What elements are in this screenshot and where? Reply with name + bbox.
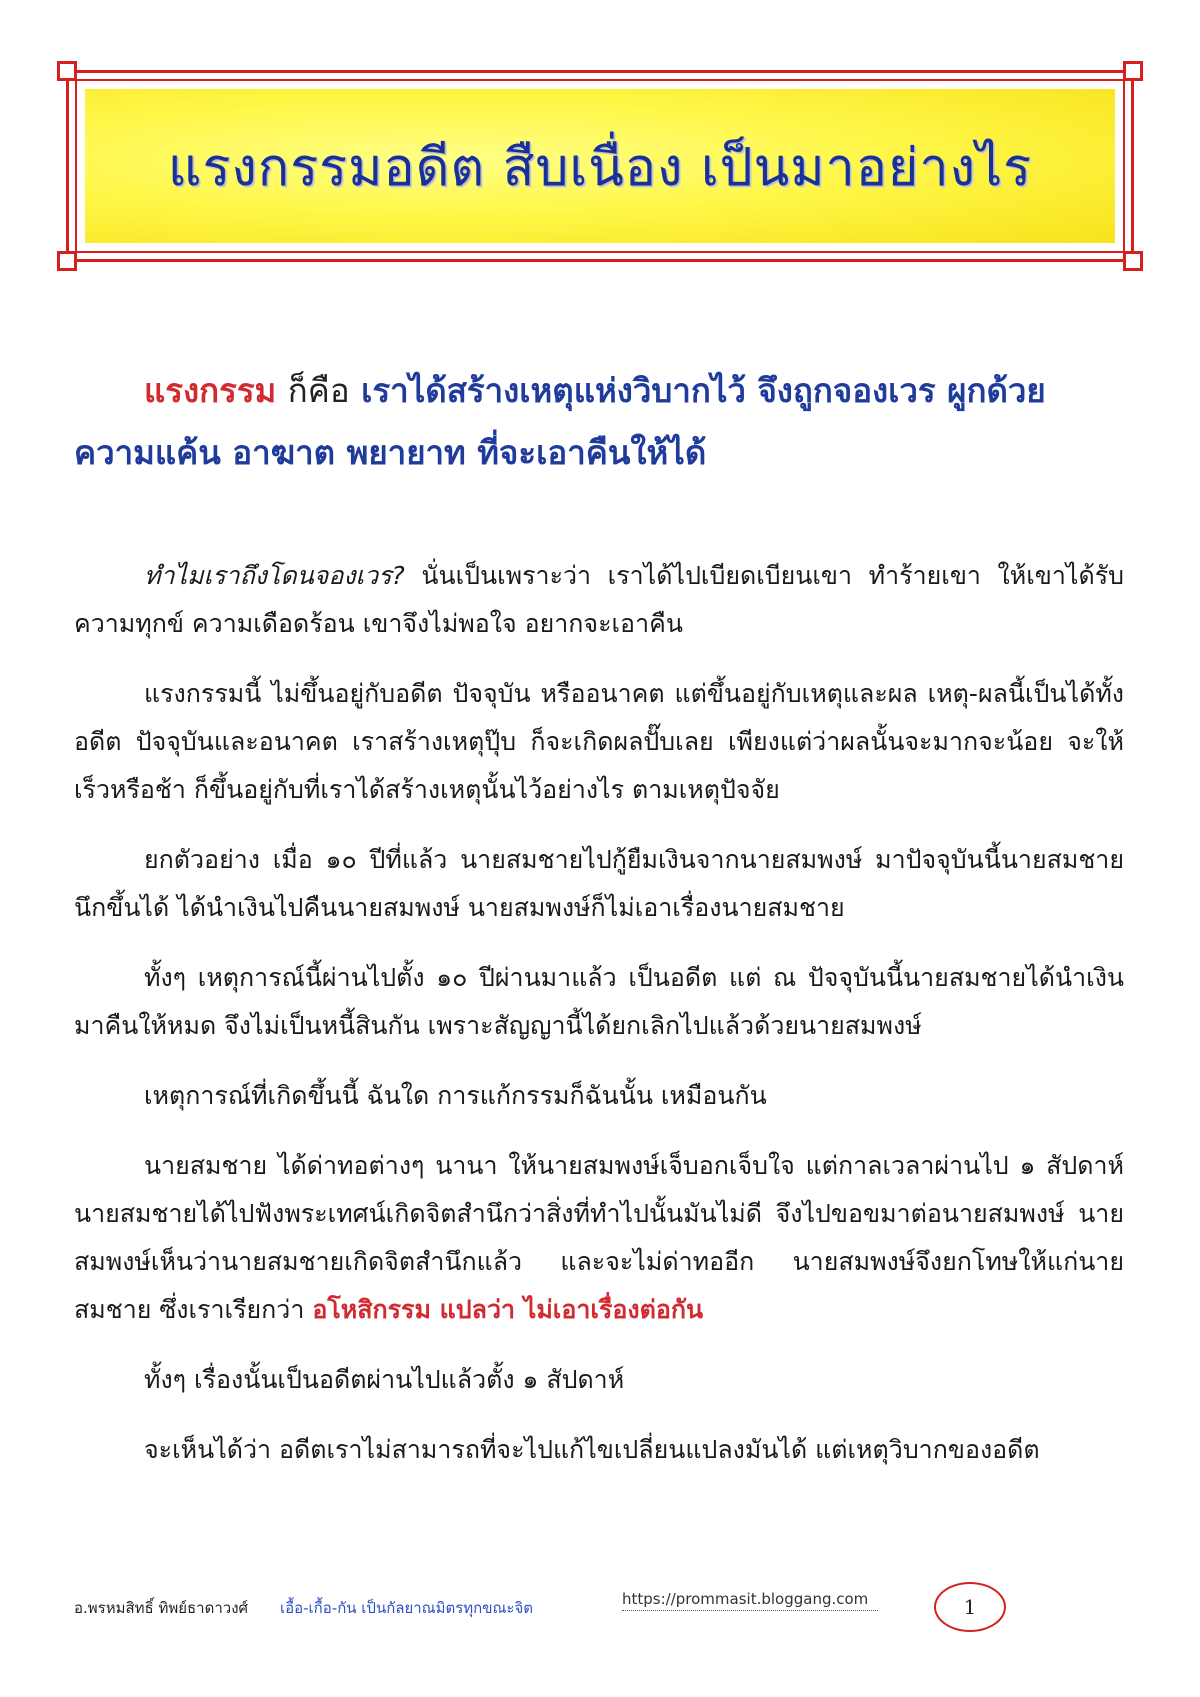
paragraph-text: นายสมชาย ได้ด่าทอต่างๆ นานา ให้นายสมพงษ์เจ็บอกเจ็บใจ แต่กาลเวลาผ่านไป ๑ สัปดาห์ นายสมชายได้ไปฟังพระเทศน์เกิดจิตสำนึกว่าสิ่งที่ทำไปนั้นมันไม่ดี จึงไปขอขมาต่อนายสมพงษ์ นายสมพงษ์เห็นว่านายสมชายเกิดจิตสำนึกแล้ว และจะไม่ด่าทออีก นายสมพงษ์จึงยกโทษให้แก่นายสมชาย ซึ่งเราเรียกว่า (74, 1151, 1124, 1324)
page-footer (74, 1582, 1124, 1630)
banner-corner-ornament (1123, 251, 1143, 271)
paragraph: เหตุการณ์ที่เกิดขึ้นนี้ ฉันใด การแก้กรรมก็ฉันนั้น เหมือนกัน (144, 1081, 767, 1110)
paragraph (74, 1142, 1124, 1334)
lead-connector: ก็คือ (287, 371, 350, 410)
italic-question: ทำไมเราถึงโดนจองเวร? (144, 561, 405, 590)
lead-definition-text: เราได้สร้างเหตุแห่งวิบากไว้ จึงถูกจองเวร ผูกด้วยความแค้น อาฆาต พยายาท ที่จะเอาคืนให้ได้ (74, 371, 1046, 472)
title-banner (66, 70, 1134, 262)
title-background (85, 89, 1115, 243)
paragraph (74, 552, 1124, 648)
paragraph: ยกตัวอย่าง เมื่อ ๑๐ ปีที่แล้ว นายสมชายไปกู้ยืมเงินจากนายสมพงษ์ มาปัจจุบันนี้นายสมชายนึกขึ้นได้ ได้นำเงินไปคืนนายสมพงษ์ นายสมพงษ์ก็ไม่เอาเรื่องนายสมชาย (74, 845, 1124, 922)
article-body (74, 360, 1124, 1496)
banner-corner-ornament (57, 61, 77, 81)
page-title: แรงกรรมอดีต สืบเนื่อง เป็นมาอย่างไร (167, 137, 1033, 198)
page-number: 1 (934, 1582, 1006, 1632)
banner-corner-ornament (1123, 61, 1143, 81)
footer-url-link[interactable]: https://prommasit.bloggang.com (622, 1590, 878, 1611)
footer-slogan: เอื้อ-เกื้อ-กัน เป็นกัลยาณมิตรทุกขณะจิต (280, 1599, 534, 1617)
paragraph-text: นั่นเป็นเพราะว่า เราได้ไปเบียดเบียนเขา ทำร้ายเขา ให้เขาได้รับความทุกข์ ความเดือดร้อน เขาจึงไม่พอใจ อยากจะเอาคืน (74, 561, 1124, 638)
banner-corner-ornament (57, 251, 77, 271)
paragraph: ทั้งๆ เหตุการณ์นี้ผ่านไปตั้ง ๑๐ ปีผ่านมาแล้ว เป็นอดีต แต่ ณ ปัจจุบันนี้นายสมชายได้นำเงินมาคืนให้หมด จึงไม่เป็นหนี้สินกัน เพราะสัญญานี้ได้ยกเลิกไปแล้วด้วยนายสมพงษ์ (74, 963, 1124, 1040)
paragraph: แรงกรรมนี้ ไม่ขึ้นอยู่กับอดีต ปัจจุบัน หรืออนาคต แต่ขึ้นอยู่กับเหตุและผล เหตุ-ผลนี้เป็นได้ทั้งอดีต ปัจจุบันและอนาคต เราสร้างเหตุปุ๊บ ก็จะเกิดผลปั๊บเลย เพียงแต่ว่าผลนั้นจะมากจะน้อย จะให้เร็วหรือช้า ก็ขึ้นอยู่กับที่เราได้สร้างเหตุนั้นไว้อย่างไร ตามเหตุปัจจัย (74, 679, 1124, 804)
highlight-term: อโหสิกรรม แปลว่า ไม่เอาเรื่องต่อกัน (312, 1295, 704, 1324)
paragraph: จะเห็นได้ว่า อดีตเราไม่สามารถที่จะไปแก้ไขเปลี่ยนแปลงมันได้ แต่เหตุวิบากของอดีต (144, 1435, 1040, 1464)
lead-definition (74, 360, 1124, 484)
lead-term: แรงกรรม (144, 371, 277, 410)
paragraph: ทั้งๆ เรื่องนั้นเป็นอดีตผ่านไปแล้วตั้ง ๑ สัปดาห์ (144, 1365, 625, 1394)
footer-author: อ.พรหมสิทธิ์ ทิพย์ธาดาวงศ์ (74, 1599, 249, 1617)
